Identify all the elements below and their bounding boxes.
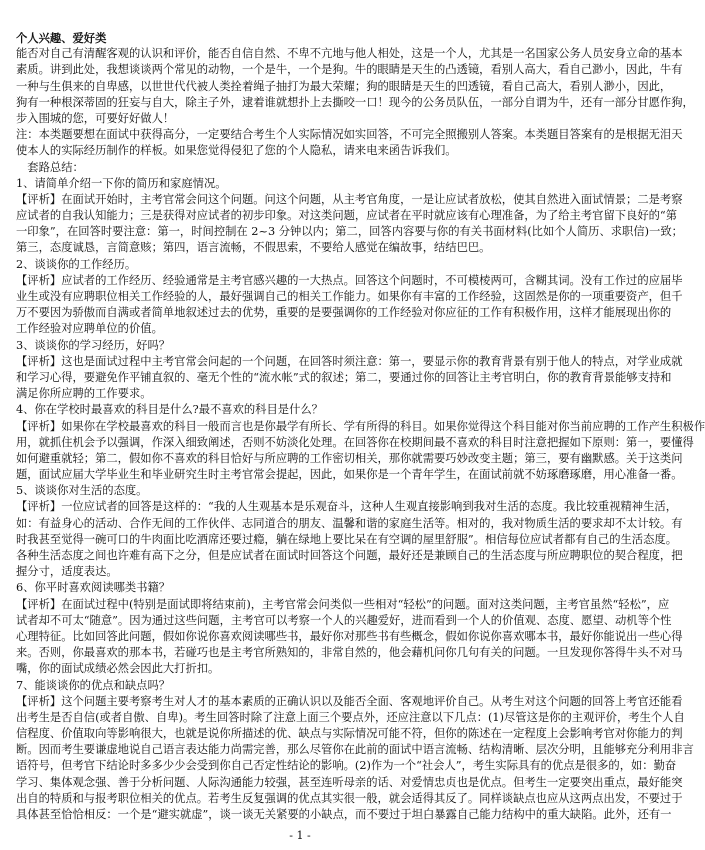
text-line: 【评析】在面试开始时，主考官常会问这个问题。问这个问题，从主考官角度，一是让应试者放松，使其自然进入面试情景；二是考察 (16, 192, 683, 206)
text-line: 满足你所应聘的工作要求。 (16, 387, 152, 401)
page-number: - 1 - (289, 829, 311, 842)
text-line: 第三，态度诚恳，言简意赅；第四，语言流畅，不假思索，不要给人感觉在编故事，结结巴巴。 (16, 241, 491, 255)
text-line: 和学习心得，要避免作平铺直叙的、毫无个性的“流水帐”式的叙述；第二，要通过你的回答让主考官明白，你的教育背景能够支持和 (16, 370, 672, 384)
text-line: 狗有一种根深蒂固的狂妄与自大，除主子外，逮着谁就想扑上去撕咬一口！现今的公务员队伍，一部分自谓为牛，还有一部分甘愿作狗， (16, 95, 694, 109)
text-line: 握分寸，适度表达。 (16, 565, 118, 579)
text-line: 能否对自己有清醒客观的认识和评价，能否自信自然、不卑不亢地与他人相处，这是一个人，尤其是一名国家公务人员安身立命的基本 (16, 47, 683, 61)
text-line: 工作经验对应聘单位的价值。 (16, 322, 163, 336)
text-line: 套路总结： (16, 160, 84, 174)
text-line: 嘴，你的面试成绩必然会因此大打折扣。 (16, 662, 220, 676)
text-line: 1、请简单介绍一下你的简历和家庭情况。 (16, 176, 227, 190)
text-line: 3、谈谈你的学习经历，好吗？ (16, 338, 171, 352)
text-line: 试者却不可太“随意”。因为通过这些问题，主考官可以考察一个人的兴趣爱好，进而看到一个人的价值观、态度、愿望、动机等个性 (16, 613, 672, 627)
text-line: 各种生活态度之间也许难有高下之分，但是应试者在面试时回答这个问题，最好还是兼顾自己的生活态度与所应聘职位的契合程度，把 (16, 549, 683, 562)
text-line: 业生或没有应聘职位相关工作经验的人，最好强调自己的相关工作能力。如果你有丰富的工作经验，这固然是你的一项重要资产，但千 (16, 290, 683, 303)
text-line: 【评析】一位应试者的回答是这样的：“我的人生观基本是乐观奋斗，这种人生观直接影响到我对生活的态度。我比较重视精神生活， (16, 500, 678, 514)
text-line: 如何避重就轻；第二，假如你不喜欢的科目恰好与所应聘的工作密切相关，那你就需要巧妙改变主题；第三，要有幽默感。关于这类问 (16, 451, 683, 465)
text-line: 一种与生俱来的自卑感，以世世代代被人类拴着绳子抽打为最大荣耀；狗的眼睛是天生的凹透镜，看自己高大，看别人渺小，因此， (16, 79, 672, 93)
text-line: 心理特征。比如回答此问题，假如你说你喜欢阅读哪些书，最好你对那些书有些概念，假如你说你喜欢哪本书，最好你能说出一些心得 (16, 629, 683, 643)
text-line: 断。因而考生要谦虚地说自己语言表达能力尚需完善，那么尽管你在此前的面试中语言流畅、结构清晰、层次分明，且能够充分利用非言 (16, 743, 694, 757)
text-line: 一印象”，在回答时要注意：第一，时间控制在 2~3 分钟以内；第二，回答内容要与你的有关书面材料(比如个人简历、求职信)一致； (16, 225, 683, 239)
text-line: 素质。讲到此处，我想谈谈两个常见的动物，一个是牛，一个是狗。牛的眼睛是天生的凸透镜，看别人高大，看自己渺小，因此，牛有 (16, 63, 683, 77)
text-line: 2、谈谈你的工作经历。 (16, 257, 137, 271)
text-line: 7、能谈谈你的优点和缺点吗？ (16, 678, 171, 692)
text-line: 使本人的实际经历制作的样板。如果您觉得侵犯了您的个人隐私，请来电来函告诉我们。 (16, 144, 457, 158)
document-body (16, 46, 705, 823)
document-title: 个人兴趣、爱好类 (16, 31, 107, 45)
text-line: 5、谈谈你对生活的态度。 (16, 484, 148, 498)
text-line: 出自的特质和与报考职位相关的优点。若考生反复强调的优点其实很一般，就会适得其反了。同样谈缺点也应从这两点出发，不要过于 (16, 791, 683, 805)
text-line: 应试者的自我认知能力；三是获得对应试者的初步印象。对这类问题，应试者在平时就应该有心理准备，为了给主考官留下良好的“第 (16, 209, 678, 223)
text-line: 来。否则，你最喜欢的那本书，若碰巧也是主考官所熟知的，非常自然的，他会藉机问你几句有关的问题。一旦发现你答得牛头不对马 (16, 646, 683, 660)
text-line: 具体甚至恰恰相反：一个是“避实就虚”，谈一谈无关紧要的小缺点，而不要过于坦白暴露自己能力结构中的重大缺陷。此外，还有一 (16, 808, 672, 821)
text-line: 题，面试应届大学毕业生和毕业研究生时主考官常会提起，因此，如果你是一个青年学生，在面试前就不妨琢磨琢磨，用心准备一番。 (16, 468, 683, 482)
text-line: 【评析】在面试过程中(特别是面试即将结束前)，主考官常会问类似一些相对“轻松”的问题。面对这类问题，主考官虽然“轻松”，应 (16, 597, 670, 611)
text-line: 步入围城的您，可要好好做人！ (16, 111, 175, 125)
text-line: 出考生是否自信(或者自傲、自卑)。考生回答时除了注意上面三个要点外，还应注意以下几点：(1)尽管这是你的主观评价，考生个人自 (16, 710, 685, 724)
text-line: 4、你在学校时最喜欢的科目是什么?最不喜欢的科目是什么？ (16, 403, 323, 417)
text-line: 如：有益身心的活动、合作无间的工作伙伴、志同道合的朋友、温馨和谐的家庭生活等。相对的，我对物质生活的要求却不太计较。有 (16, 516, 683, 530)
text-line: 学习、集体观念强、善于分析问题、人际沟通能力较强，甚至连听母亲的话、对爱情忠贞也是优点。但考生一定要突出重点，最好能突 (16, 775, 683, 789)
text-line: 信程度、价值取向等影响很大，也就是说你所描述的优、缺点与实际情况可能不符，但你的陈述在一定程度上会影响考官对你能力的判 (16, 727, 683, 741)
text-line: 时我甚至觉得一碗可口的牛肉面比吃酒席还要过瘾，躺在绿地上要比呆在有空调的屋里舒服”。相信每位应试者都有自己的生活态度。 (16, 532, 678, 546)
text-line: 用，就抓住机会予以强调，作深入细致阐述，否则不妨淡化处理。在回答你在校期间最不喜欢的科目时注意把握如下原则：第一，要懂得 (16, 435, 694, 449)
text-line: 【评析】这个问题主要考察考生对人才的基本素质的正确认识以及能否全面、客观地评价自己。从考生对这个问题的回答上考官还能看 (16, 694, 683, 708)
text-line: 语符号，但考官下结论时多多少少会受到你自己否定性结论的影响。(2)作为一个“社会人”，考生实际具有的优点是很多的，如：勤奋 (16, 759, 677, 773)
text-line: 注：本类题要想在面试中获得高分，一定要结合考生个人实际情况如实回答，不可完全照搬别人答案。本类题目答案有的是根据无泪天 (16, 128, 683, 142)
text-line: 【评析】如果你在学校最喜欢的科目一般而言也是你最学有所长、学有所得的科目。如果你觉得这个科目能对你当前应聘的工作产生积极作 (16, 419, 705, 433)
text-line: 【评析】应试者的工作经历、经验通常是主考官感兴趣的一大热点。回答这个问题时，不可模棱两可，含糊其词。没有工作过的应届毕 (16, 273, 683, 287)
text-line: 【评析】这也是面试过程中主考官常会问起的一个问题，在回答时须注意：第一，要显示你的教育背景有别于他人的特点，对学业成就 (16, 354, 683, 368)
text-line: 6、你平时喜欢阅读哪类书籍？ (16, 581, 171, 595)
text-line: 万不要因为骄傲而自满或者简单地叙述过去的优势，重要的是要强调你的工作经验对你应征的工作有积极作用，这样才能展现出你的 (16, 306, 672, 320)
